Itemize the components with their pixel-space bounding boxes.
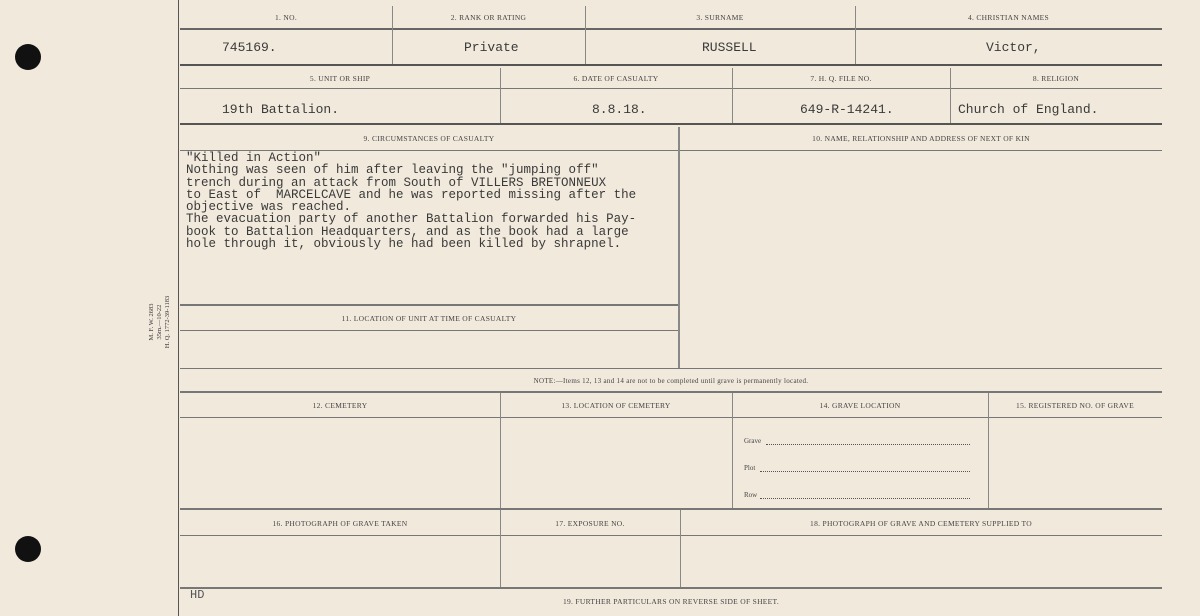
row-line xyxy=(760,498,970,499)
divider xyxy=(180,330,678,331)
unit: 19th Battalion. xyxy=(222,102,340,117)
divider xyxy=(180,150,1162,151)
header-grave-location: 14. GRAVE LOCATION xyxy=(819,401,901,410)
plot-line xyxy=(760,471,970,472)
header-location-of-cemetery: 13. LOCATION OF CEMETERY xyxy=(561,401,671,410)
divider xyxy=(180,508,1162,510)
grave-line xyxy=(766,444,970,445)
side-print-line: M. F. W. 2683 xyxy=(148,303,155,341)
divider xyxy=(180,304,678,306)
header-exposure-no: 17. EXPOSURE NO. xyxy=(555,519,625,528)
divider xyxy=(180,535,1162,536)
divider xyxy=(678,127,680,368)
divider xyxy=(500,393,501,508)
divider xyxy=(180,417,1162,418)
side-print-line: H. Q. 1772-39-1183 xyxy=(164,295,171,349)
grave-label: Grave xyxy=(744,437,762,445)
service-number: 745169. xyxy=(222,40,277,55)
header-file-no: 7. H. Q. FILE NO. xyxy=(810,74,872,83)
header-date: 6. DATE OF CASUALTY xyxy=(573,74,659,83)
side-print-line: 35m.—10-22 xyxy=(156,304,163,340)
header-photograph-supplied: 18. PHOTOGRAPH OF GRAVE AND CEMETERY SUPPLIED TO xyxy=(810,519,1032,528)
rank: Private xyxy=(464,40,519,55)
file-no: 649-R-14241. xyxy=(800,102,894,117)
note: NOTE:—Items 12, 13 and 14 are not to be completed until grave is permanently located. xyxy=(533,377,809,385)
row-label: Row xyxy=(744,491,758,499)
punch-hole xyxy=(15,536,41,562)
divider xyxy=(988,393,989,508)
header-christian-names: 4. CHRISTIAN NAMES xyxy=(967,13,1050,22)
divider xyxy=(180,64,1162,66)
divider xyxy=(180,28,1162,30)
header-next-of-kin: 10. NAME, RELATIONSHIP AND ADDRESS OF NEXT OF KIN xyxy=(812,134,1030,143)
footer-note: 19. FURTHER PARTICULARS ON REVERSE SIDE OF SHEET. xyxy=(562,597,780,606)
circumstances-text: "Killed in Action" Nothing was seen of him after leaving the "jumping off" trench during an attack from South of VILLERS BRETONNEUX to East of MARCELCAVE and he was reported missing after the objective was reached. The evacuation party of another Battalion forwarded his Pay- book to Battalion Headquarters, and as the book had a large hole through it, obviously he had been killed by shrapnel. xyxy=(186,151,637,252)
header-rank: 2. RANK OR RATING xyxy=(450,13,527,22)
header-photograph-taken: 16. PHOTOGRAPH OF GRAVE TAKEN xyxy=(272,519,408,528)
divider xyxy=(180,123,1162,125)
header-registered-no: 15. REGISTERED NO. OF GRAVE xyxy=(1016,401,1134,410)
initials: HD xyxy=(190,588,205,602)
religion: Church of England. xyxy=(958,102,1099,117)
header-no: 1. NO. xyxy=(274,13,297,22)
date-of-casualty: 8.8.18. xyxy=(592,102,647,117)
divider xyxy=(180,587,1162,589)
side-print xyxy=(148,262,172,382)
divider xyxy=(180,391,1162,393)
divider xyxy=(732,393,733,508)
header-cemetery: 12. CEMETERY xyxy=(312,401,368,410)
header-unit: 5. UNIT OR SHIP xyxy=(309,74,371,83)
header-religion: 8. RELIGION xyxy=(1032,74,1080,83)
plot-label: Plot xyxy=(744,464,756,472)
divider xyxy=(180,368,1162,369)
header-location-of-unit: 11. LOCATION OF UNIT AT TIME OF CASUALTY xyxy=(341,314,517,323)
christian-names: Victor, xyxy=(986,40,1041,55)
left-border xyxy=(178,0,179,616)
surname: RUSSELL xyxy=(702,40,757,55)
divider xyxy=(180,88,1162,89)
punch-hole xyxy=(15,44,41,70)
header-surname: 3. SURNAME xyxy=(696,13,744,22)
header-circumstances: 9. CIRCUMSTANCES OF CASUALTY xyxy=(363,134,495,143)
